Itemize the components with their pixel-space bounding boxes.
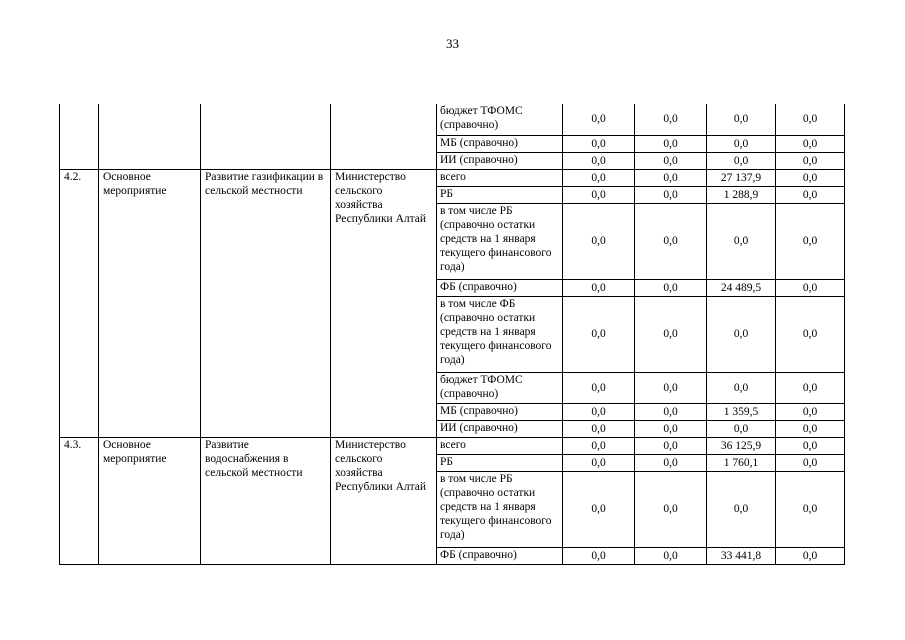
value-cell: 0,0 xyxy=(635,104,707,135)
value-cell: 0,0 xyxy=(776,420,845,437)
source-cell: РБ xyxy=(437,454,563,471)
table-row xyxy=(60,169,845,186)
measure-executor: Министерство сельского хозяйства Республики Алтай xyxy=(331,169,437,437)
value-cell: 0,0 xyxy=(563,186,635,203)
table-row xyxy=(60,104,845,135)
value-cell: 0,0 xyxy=(563,135,635,152)
value-cell: 0,0 xyxy=(707,296,776,372)
value-cell: 0,0 xyxy=(776,152,845,169)
source-cell: в том числе РБ (справочно остатки средств на 1 января текущего финансового года) xyxy=(437,203,563,279)
value-cell: 0,0 xyxy=(776,403,845,420)
source-cell: ФБ (справочно) xyxy=(437,279,563,296)
measure-number: 4.2. xyxy=(60,169,99,437)
value-cell: 0,0 xyxy=(776,296,845,372)
value-cell: 0,0 xyxy=(776,437,845,454)
source-cell: ИИ (справочно) xyxy=(437,420,563,437)
value-cell: 0,0 xyxy=(635,437,707,454)
value-cell: 0,0 xyxy=(776,279,845,296)
value-cell: 0,0 xyxy=(635,454,707,471)
value-cell: 0,0 xyxy=(563,437,635,454)
measure-type: Основное мероприятие xyxy=(99,437,201,564)
value-cell: 0,0 xyxy=(563,279,635,296)
value-cell: 0,0 xyxy=(707,203,776,279)
value-cell: 0,0 xyxy=(707,135,776,152)
value-cell: 33 441,8 xyxy=(707,547,776,564)
measure-name: Развитие водоснабжения в сельской местности xyxy=(201,437,331,564)
value-cell: 0,0 xyxy=(563,296,635,372)
value-cell: 0,0 xyxy=(707,152,776,169)
value-cell: 0,0 xyxy=(707,372,776,403)
value-cell: 0,0 xyxy=(563,372,635,403)
source-cell: ФБ (справочно) xyxy=(437,547,563,564)
value-cell: 1 760,1 xyxy=(707,454,776,471)
value-cell: 0,0 xyxy=(776,104,845,135)
measure-name: Развитие газификации в сельской местности xyxy=(201,169,331,437)
value-cell: 0,0 xyxy=(563,203,635,279)
measure-executor: Министерство сельского хозяйства Республики Алтай xyxy=(331,437,437,564)
source-cell: МБ (справочно) xyxy=(437,403,563,420)
value-cell: 0,0 xyxy=(563,547,635,564)
value-cell: 0,0 xyxy=(776,372,845,403)
value-cell: 0,0 xyxy=(776,547,845,564)
value-cell: 0,0 xyxy=(563,104,635,135)
value-cell: 0,0 xyxy=(707,420,776,437)
value-cell: 0,0 xyxy=(635,420,707,437)
name-cell xyxy=(201,104,331,169)
source-cell: ИИ (справочно) xyxy=(437,152,563,169)
number-cell xyxy=(60,104,99,169)
source-cell: бюджет ТФОМС (справочно) xyxy=(437,104,563,135)
value-cell: 36 125,9 xyxy=(707,437,776,454)
source-cell: всего xyxy=(437,169,563,186)
value-cell: 0,0 xyxy=(635,296,707,372)
value-cell: 0,0 xyxy=(776,169,845,186)
value-cell: 0,0 xyxy=(776,203,845,279)
source-cell: в том числе РБ (справочно остатки средств на 1 января текущего финансового года) xyxy=(437,471,563,547)
value-cell: 0,0 xyxy=(707,471,776,547)
value-cell: 0,0 xyxy=(635,152,707,169)
value-cell: 0,0 xyxy=(563,403,635,420)
source-cell: РБ xyxy=(437,186,563,203)
value-cell: 24 489,5 xyxy=(707,279,776,296)
value-cell: 0,0 xyxy=(635,135,707,152)
table-row xyxy=(60,437,845,454)
value-cell: 1 288,9 xyxy=(707,186,776,203)
value-cell: 0,0 xyxy=(776,454,845,471)
value-cell: 0,0 xyxy=(776,135,845,152)
executor-cell xyxy=(331,104,437,169)
type-cell xyxy=(99,104,201,169)
page-number: 33 xyxy=(446,36,459,51)
value-cell: 0,0 xyxy=(635,372,707,403)
source-cell: бюджет ТФОМС (справочно) xyxy=(437,372,563,403)
value-cell: 1 359,5 xyxy=(707,403,776,420)
value-cell: 0,0 xyxy=(563,420,635,437)
value-cell: 0,0 xyxy=(563,454,635,471)
value-cell: 0,0 xyxy=(707,104,776,135)
value-cell: 0,0 xyxy=(635,279,707,296)
measure-type: Основное мероприятие xyxy=(99,169,201,437)
source-cell: МБ (справочно) xyxy=(437,135,563,152)
source-cell: в том числе ФБ (справочно остатки средств на 1 января текущего финансового года) xyxy=(437,296,563,372)
value-cell: 0,0 xyxy=(776,471,845,547)
value-cell: 0,0 xyxy=(635,471,707,547)
measure-number: 4.3. xyxy=(60,437,99,564)
value-cell: 0,0 xyxy=(776,186,845,203)
budget-table xyxy=(59,104,845,565)
value-cell: 0,0 xyxy=(635,169,707,186)
value-cell: 0,0 xyxy=(563,169,635,186)
value-cell: 0,0 xyxy=(635,186,707,203)
value-cell: 0,0 xyxy=(563,471,635,547)
value-cell: 0,0 xyxy=(563,152,635,169)
value-cell: 0,0 xyxy=(635,547,707,564)
value-cell: 0,0 xyxy=(635,403,707,420)
value-cell: 0,0 xyxy=(635,203,707,279)
value-cell: 27 137,9 xyxy=(707,169,776,186)
source-cell: всего xyxy=(437,437,563,454)
